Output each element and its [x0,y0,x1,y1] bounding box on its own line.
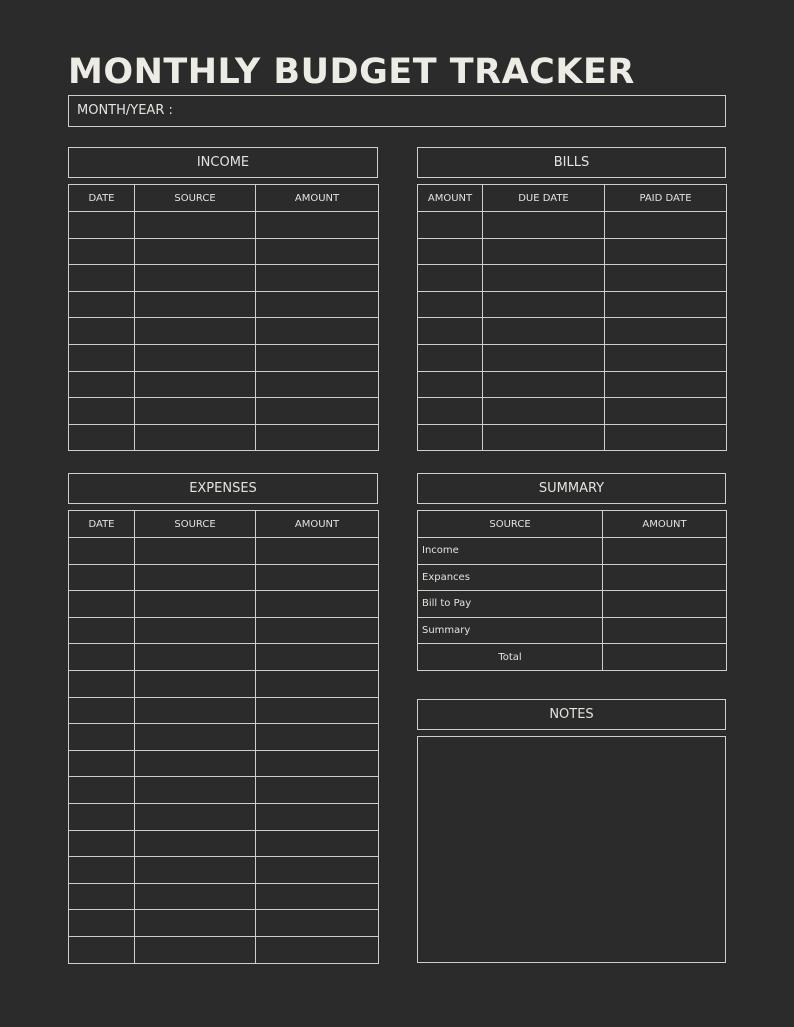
table-cell[interactable] [135,238,256,265]
table-cell[interactable] [605,371,727,398]
table-cell[interactable] [69,670,135,697]
table-cell[interactable] [69,803,135,830]
table-cell[interactable] [483,371,605,398]
table-row [418,318,727,345]
table-cell[interactable] [483,265,605,292]
table-cell[interactable] [135,883,256,910]
table-cell[interactable] [418,398,483,425]
table-cell[interactable] [69,371,135,398]
table-cell[interactable] [69,212,135,239]
table-row [418,564,727,591]
table-cell[interactable] [256,803,379,830]
table-row [69,212,379,239]
table-cell[interactable] [418,291,483,318]
table-row [418,238,727,265]
table-cell[interactable] [256,424,379,451]
table-cell[interactable] [605,238,727,265]
table-cell[interactable] [69,424,135,451]
bills-table [417,184,727,451]
column-header: AMOUNT [256,511,379,538]
table-row [69,344,379,371]
table-row [69,538,379,565]
table-cell[interactable] [135,398,256,425]
table-cell[interactable] [256,777,379,804]
table-row [69,936,379,963]
table-cell[interactable] [69,238,135,265]
table-cell[interactable] [256,670,379,697]
income-table [68,184,379,451]
summary-amount-cell[interactable] [603,538,727,565]
table-row [69,830,379,857]
table-row [418,291,727,318]
table-cell[interactable] [256,617,379,644]
table-cell[interactable] [69,936,135,963]
table-cell[interactable] [69,591,135,618]
table-cell[interactable] [256,591,379,618]
notes-area[interactable] [417,736,726,963]
table-cell[interactable] [135,644,256,671]
table-cell[interactable] [256,697,379,724]
column-header: AMOUNT [418,185,483,212]
table-row [69,564,379,591]
table-cell[interactable] [135,697,256,724]
table-cell[interactable] [483,238,605,265]
total-row [418,644,727,671]
table-cell[interactable] [135,371,256,398]
table-cell[interactable] [256,318,379,345]
table-cell[interactable] [69,564,135,591]
table-cell[interactable] [69,830,135,857]
summary-source-label: Bill to Pay [418,591,603,618]
table-cell[interactable] [256,212,379,239]
column-header: AMOUNT [256,185,379,212]
summary-amount-cell[interactable] [603,617,727,644]
table-cell[interactable] [69,617,135,644]
table-cell[interactable] [69,697,135,724]
summary-amount-cell[interactable] [603,564,727,591]
table-row [69,318,379,345]
table-cell[interactable] [605,265,727,292]
table-row [69,371,379,398]
table-cell[interactable] [69,724,135,751]
table-cell[interactable] [418,424,483,451]
table-row [69,697,379,724]
table-cell[interactable] [418,212,483,239]
table-row [69,424,379,451]
table-cell[interactable] [69,750,135,777]
table-cell[interactable] [69,265,135,292]
expenses-header: EXPENSES [68,473,378,504]
table-cell[interactable] [69,777,135,804]
table-cell[interactable] [135,617,256,644]
table-cell[interactable] [256,883,379,910]
table-header-row [418,511,727,538]
table-cell[interactable] [418,318,483,345]
table-row [69,724,379,751]
table-row [69,238,379,265]
table-row [69,265,379,292]
table-cell[interactable] [605,318,727,345]
table-cell[interactable] [135,538,256,565]
table-row [418,617,727,644]
bills-header: BILLS [417,147,726,178]
summary-source-label: Income [418,538,603,565]
table-cell[interactable] [135,670,256,697]
table-cell[interactable] [256,291,379,318]
table-row [418,424,727,451]
table-cell[interactable] [418,238,483,265]
month-year-field[interactable] [68,95,726,127]
summary-source-label: Expances [418,564,603,591]
table-cell[interactable] [483,398,605,425]
column-header: AMOUNT [603,511,727,538]
table-header-row [69,185,379,212]
table-cell[interactable] [256,344,379,371]
table-cell[interactable] [135,724,256,751]
table-row [69,857,379,884]
summary-table [417,510,727,671]
total-amount-cell[interactable] [603,644,727,671]
table-row [69,750,379,777]
table-cell[interactable] [256,564,379,591]
table-cell[interactable] [418,344,483,371]
table-cell[interactable] [483,318,605,345]
table-cell[interactable] [135,803,256,830]
table-cell[interactable] [483,344,605,371]
table-row [69,777,379,804]
table-cell[interactable] [135,750,256,777]
table-cell[interactable] [256,910,379,937]
table-row [69,670,379,697]
summary-amount-cell[interactable] [603,591,727,618]
table-cell[interactable] [256,371,379,398]
table-cell[interactable] [69,344,135,371]
table-cell[interactable] [69,644,135,671]
table-cell[interactable] [483,212,605,239]
column-header: SOURCE [418,511,603,538]
table-cell[interactable] [256,644,379,671]
table-row [69,910,379,937]
table-row [418,538,727,565]
month-year-label: MONTH/YEAR : [77,103,173,118]
summary-header: SUMMARY [417,473,726,504]
table-row [418,591,727,618]
table-cell[interactable] [256,936,379,963]
table-cell[interactable] [605,212,727,239]
table-cell[interactable] [483,424,605,451]
table-cell[interactable] [605,344,727,371]
table-row [69,291,379,318]
table-cell[interactable] [69,538,135,565]
summary-source-label: Summary [418,617,603,644]
column-header: DATE [69,511,135,538]
table-row [69,591,379,618]
table-cell[interactable] [256,238,379,265]
table-cell[interactable] [605,291,727,318]
table-cell[interactable] [256,724,379,751]
column-header: DATE [69,185,135,212]
table-cell[interactable] [69,883,135,910]
table-row [69,398,379,425]
table-cell[interactable] [135,777,256,804]
table-cell[interactable] [69,318,135,345]
table-cell[interactable] [135,212,256,239]
table-cell[interactable] [69,910,135,937]
table-cell[interactable] [135,344,256,371]
table-cell[interactable] [135,564,256,591]
table-cell[interactable] [135,591,256,618]
table-header-row [418,185,727,212]
table-cell[interactable] [135,857,256,884]
table-row [69,644,379,671]
table-cell[interactable] [69,291,135,318]
table-cell[interactable] [135,424,256,451]
table-cell[interactable] [135,936,256,963]
total-label: Total [418,644,603,671]
table-row [418,344,727,371]
table-row [69,883,379,910]
table-cell[interactable] [256,750,379,777]
column-header: SOURCE [135,511,256,538]
table-cell[interactable] [418,265,483,292]
table-cell[interactable] [69,398,135,425]
page-title: MONTHLY BUDGET TRACKER [68,52,635,92]
table-cell[interactable] [135,318,256,345]
table-header-row [69,511,379,538]
table-cell[interactable] [256,538,379,565]
table-cell[interactable] [135,830,256,857]
table-cell[interactable] [135,910,256,937]
column-header: SOURCE [135,185,256,212]
table-cell[interactable] [483,291,605,318]
table-cell[interactable] [256,398,379,425]
table-cell[interactable] [605,424,727,451]
table-row [418,265,727,292]
table-row [69,617,379,644]
table-cell[interactable] [135,291,256,318]
notes-header: NOTES [417,699,726,730]
table-cell[interactable] [605,398,727,425]
income-header: INCOME [68,147,378,178]
table-cell[interactable] [256,265,379,292]
column-header: DUE DATE [483,185,605,212]
table-cell[interactable] [256,857,379,884]
table-row [418,212,727,239]
table-row [69,803,379,830]
table-cell[interactable] [256,830,379,857]
table-row [418,371,727,398]
table-cell[interactable] [69,857,135,884]
table-row [418,398,727,425]
table-cell[interactable] [135,265,256,292]
column-header: PAID DATE [605,185,727,212]
table-cell[interactable] [418,371,483,398]
expenses-table [68,510,379,964]
